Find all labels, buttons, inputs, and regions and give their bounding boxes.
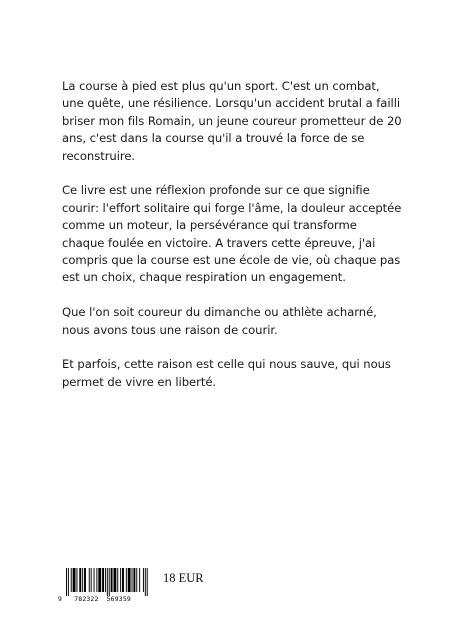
- barcode-bar: [91, 568, 92, 592]
- barcode-bar: [79, 568, 81, 592]
- barcode-bar: [117, 568, 118, 592]
- barcode-bar: [68, 568, 69, 596]
- barcode-bar: [147, 568, 148, 596]
- barcode-bar: [96, 568, 97, 592]
- barcode-digits-right: 569359: [106, 595, 131, 603]
- barcode-bar: [82, 568, 83, 592]
- barcode-bar: [143, 568, 144, 592]
- paragraph-2: Ce livre est une réflexion profonde sur ce que signifie courir: l'effort solitaire qui forge l'âme, la douleur acceptée comme un moteur, la persévérance qui transforme chaque foulée en victoire. A travers cette épreuve, j'ai compris que la course est une école de vie, où chaque pas est un choix, chaque respiration un engagement.: [62, 183, 402, 285]
- barcode-bar: [98, 568, 101, 592]
- barcode-bar: [76, 568, 77, 592]
- barcode-bar: [122, 568, 124, 592]
- barcode-bar: [71, 568, 72, 592]
- paragraph-4: Et parfois, cette raison est celle qui nous sauve, qui nous permet de vivre en liberté.: [62, 357, 391, 389]
- barcode-digits: [58, 595, 154, 603]
- barcode-bar: [102, 568, 104, 592]
- barcode-digits-left: 782322: [74, 595, 99, 603]
- barcode-bar: [111, 568, 113, 592]
- barcode-bar: [120, 568, 121, 592]
- barcode-bar: [73, 568, 76, 592]
- barcode-bar: [114, 568, 117, 592]
- paragraph-1: La course à pied est plus qu'un sport. C'est un combat, une quête, une résilience. Lorsqu'un accident brutal a failli briser mon fils Romain, un jeune coureur prometteur de 20 ans, c'est dans la course qu'il a trouvé la force de se reconstruire.: [62, 79, 402, 163]
- barcode-bar: [107, 568, 108, 596]
- barcode-bar: [66, 568, 67, 596]
- isbn-barcode: [58, 568, 154, 608]
- barcode-bar: [145, 568, 146, 596]
- barcode-bar: [105, 568, 106, 592]
- barcode-bar: [94, 568, 95, 592]
- barcode-bar: [136, 568, 137, 592]
- barcode-bar: [84, 568, 86, 592]
- price-label: 18 EUR: [163, 571, 204, 585]
- barcode-bar: [89, 568, 90, 592]
- barcode-bars: [58, 568, 154, 596]
- back-cover-text: [62, 78, 402, 409]
- barcode-bar: [109, 568, 110, 596]
- barcode-bar: [126, 568, 127, 592]
- barcode-bar: [128, 568, 131, 592]
- barcode-bar: [132, 568, 133, 592]
- barcode-digit-lead: 9: [58, 595, 63, 603]
- paragraph-3: Que l'on soit coureur du dimanche ou athlète acharné, nous avons tous une raison de courir.: [62, 305, 377, 337]
- barcode-bar: [139, 568, 140, 592]
- barcode-bar: [133, 568, 135, 592]
